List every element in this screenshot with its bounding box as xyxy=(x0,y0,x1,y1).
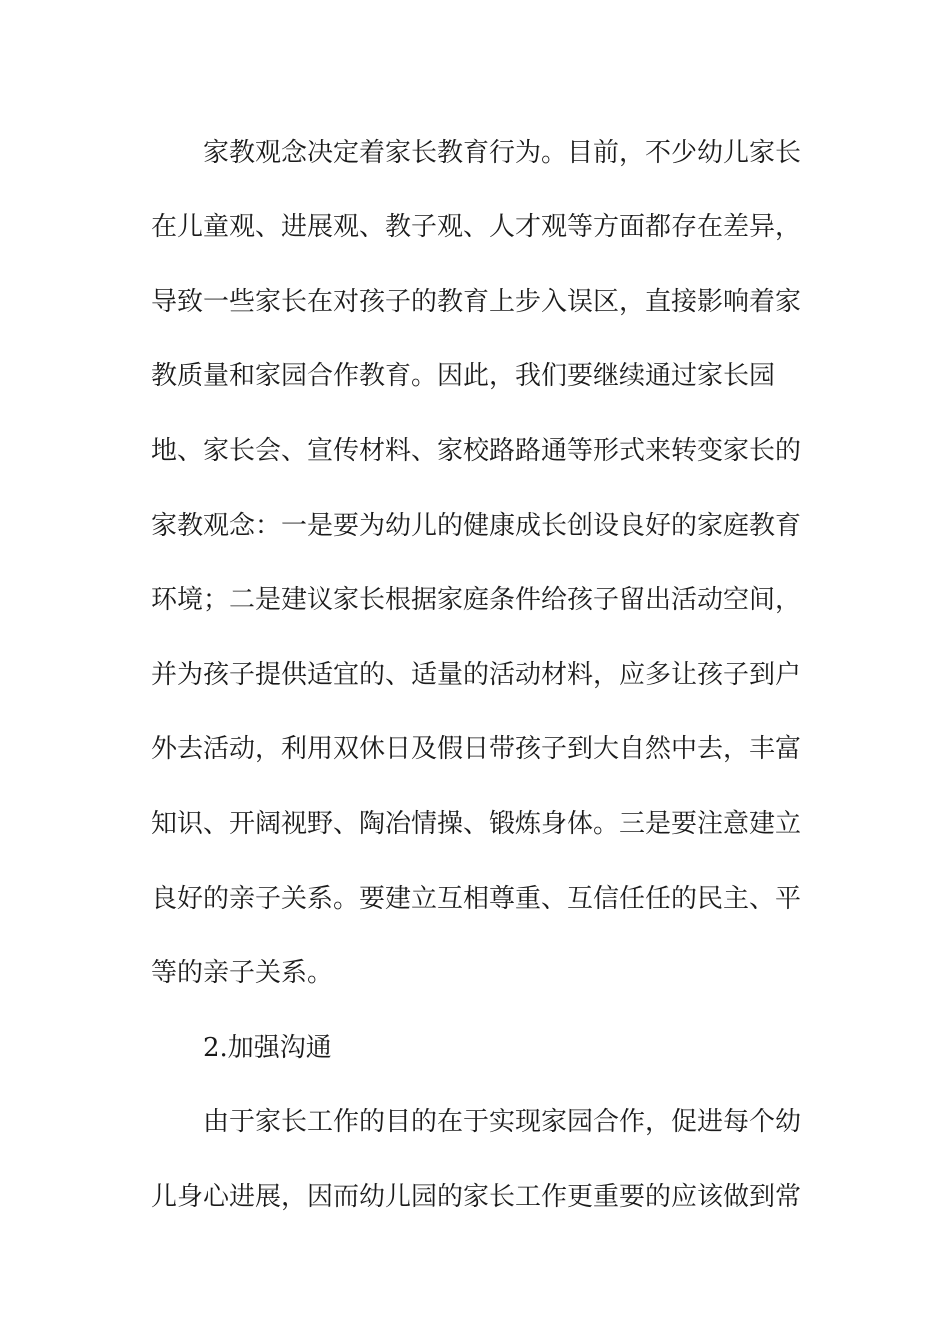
paragraph-line: 良好的亲子关系。要建立互相尊重、互信任任的民主、平 xyxy=(151,884,802,914)
paragraph-line: 地、家长会、宣传材料、家校路路通等形式来转变家长的 xyxy=(151,436,802,466)
section-heading: 2.加强沟通 xyxy=(203,1033,332,1063)
paragraph-line: 教质量和家园合作教育。因此，我们要继续通过家长园 xyxy=(151,361,776,391)
paragraph-line: 环境；二是建议家长根据家庭条件给孩子留出活动空间， xyxy=(151,585,802,615)
paragraph-line: 儿身心进展，因而幼儿园的家长工作更重要的应该做到常 xyxy=(151,1182,802,1212)
paragraph-line: 等的亲子关系。 xyxy=(151,958,334,988)
paragraph-line: 并为孩子提供适宜的、适量的活动材料，应多让孩子到户 xyxy=(151,660,802,690)
paragraph-line: 导致一些家长在对孩子的教育上步入误区，直接影响着家 xyxy=(151,287,802,317)
paragraph-line: 知识、开阔视野、陶冶情操、锻炼身体。三是要注意建立 xyxy=(151,809,802,839)
paragraph-line: 由于家长工作的目的在于实现家园合作，促进每个幼 xyxy=(203,1107,802,1137)
paragraph-line: 家教观念决定着家长教育行为。目前，不少幼儿家长 xyxy=(203,138,802,168)
paragraph-line: 外去活动，利用双休日及假日带孩子到大自然中去，丰富 xyxy=(151,734,802,764)
paragraph-line: 家教观念：一是要为幼儿的健康成长创设良好的家庭教育 xyxy=(151,511,802,541)
paragraph-line: 在儿童观、进展观、教子观、人才观等方面都存在差异， xyxy=(151,212,802,242)
